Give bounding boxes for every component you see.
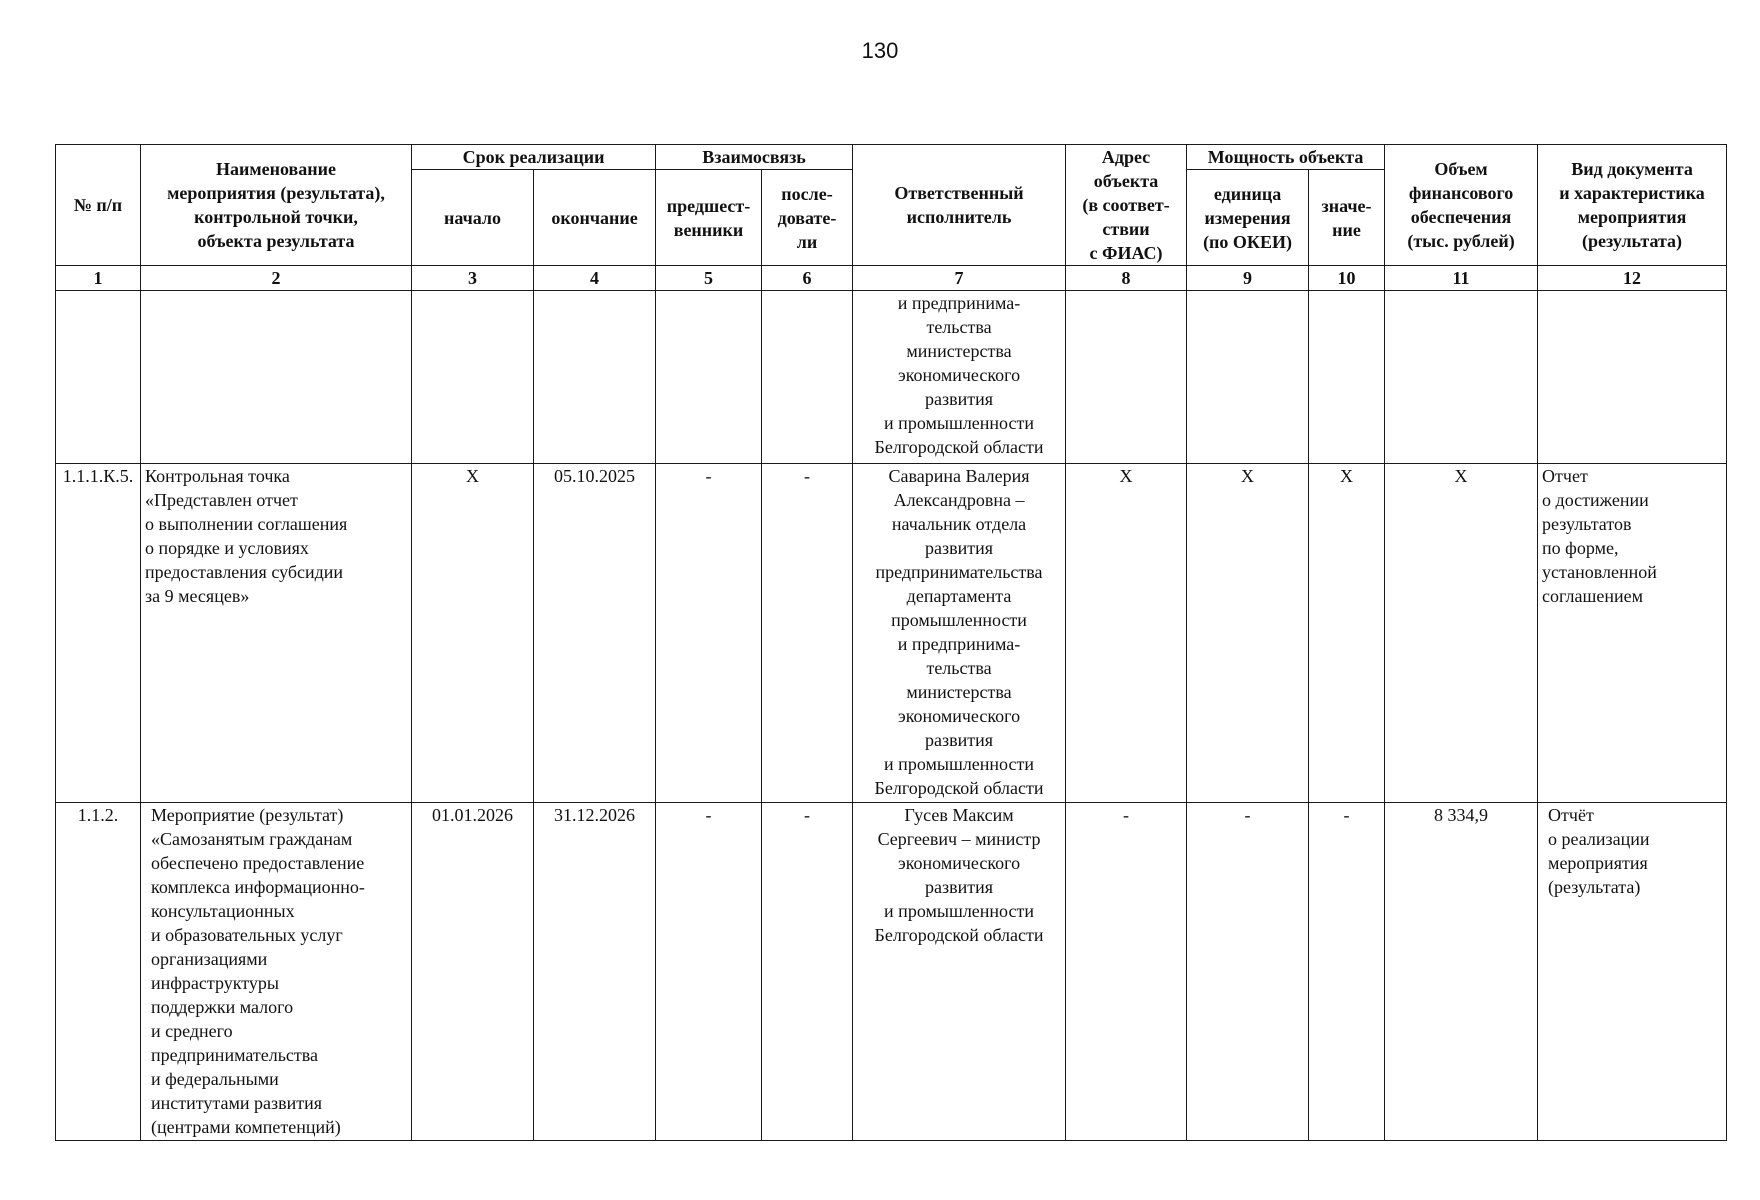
cell-no bbox=[56, 291, 141, 464]
header-unit: единица измерения (по ОКЕИ) bbox=[1187, 170, 1309, 266]
cell-predecessors: - bbox=[656, 464, 762, 803]
table-row-control-point bbox=[56, 464, 1727, 803]
cell-address bbox=[1066, 291, 1187, 464]
cell-finance bbox=[1385, 291, 1538, 464]
column-number: 9 bbox=[1187, 266, 1309, 291]
column-number: 3 bbox=[412, 266, 534, 291]
column-number: 2 bbox=[141, 266, 412, 291]
column-number: 10 bbox=[1309, 266, 1385, 291]
header-responsible: Ответственный исполнитель bbox=[853, 145, 1066, 266]
cell-start: 01.01.2026 bbox=[412, 803, 534, 1141]
cell-no: 1.1.2. bbox=[56, 803, 141, 1141]
table-header bbox=[56, 145, 1727, 291]
cell-value: X bbox=[1309, 464, 1385, 803]
cell-predecessors bbox=[656, 291, 762, 464]
cell-start: X bbox=[412, 464, 534, 803]
header-predecessors: предшест- венники bbox=[656, 170, 762, 266]
cell-finance: 8 334,9 bbox=[1385, 803, 1538, 1141]
cell-responsible: Саварина Валерия Александровна – начальник отдела развития предпринимательства департамента промышленности и предпринима- тельства министерства экономического развития и промышленности Белгородской области bbox=[853, 464, 1066, 803]
column-number: 5 bbox=[656, 266, 762, 291]
cell-successors bbox=[762, 291, 853, 464]
column-number-row bbox=[56, 266, 1727, 291]
cell-end bbox=[534, 291, 656, 464]
cell-unit: X bbox=[1187, 464, 1309, 803]
cell-unit: - bbox=[1187, 803, 1309, 1141]
header-no: № п/п bbox=[56, 145, 141, 266]
cell-unit bbox=[1187, 291, 1309, 464]
cell-address: - bbox=[1066, 803, 1187, 1141]
cell-name: Контрольная точка «Представлен отчет о выполнении соглашения о порядке и условиях предоставления субсидии за 9 месяцев» bbox=[141, 464, 412, 803]
header-value: значе- ние bbox=[1309, 170, 1385, 266]
column-number: 11 bbox=[1385, 266, 1538, 291]
column-number: 12 bbox=[1538, 266, 1727, 291]
cell-successors: - bbox=[762, 464, 853, 803]
cell-document: Отчет о достижении результатов по форме, установленной соглашением bbox=[1538, 464, 1727, 803]
header-end: окончание bbox=[534, 170, 656, 266]
page-number: 130 bbox=[861, 38, 899, 63]
cell-name: Мероприятие (результат) «Самозанятым гражданам обеспечено предоставление комплекса информационно- консультационных и образовательных услуг организациями инфраструктуры поддержки малого и среднего предпринимательства и федеральными институтами развития (центрами компетенций) bbox=[141, 803, 412, 1141]
header-finance: Объем финансового обеспечения (тыс. рублей) bbox=[1385, 145, 1538, 266]
cell-value bbox=[1309, 291, 1385, 464]
table-row-measure bbox=[56, 803, 1727, 1141]
table-row-continuation bbox=[56, 291, 1727, 464]
cell-predecessors: - bbox=[656, 803, 762, 1141]
cell-responsible: Гусев Максим Сергеевич – министр экономического развития и промышленности Белгородской области bbox=[853, 803, 1066, 1141]
cell-end: 31.12.2026 bbox=[534, 803, 656, 1141]
header-document: Вид документа и характеристика мероприятия (результата) bbox=[1538, 145, 1727, 266]
header-capacity: Мощность объекта bbox=[1187, 145, 1385, 170]
cell-document bbox=[1538, 291, 1727, 464]
cell-address: X bbox=[1066, 464, 1187, 803]
cell-name bbox=[141, 291, 412, 464]
column-number: 1 bbox=[56, 266, 141, 291]
cell-responsible: и предпринима- тельства министерства экономического развития и промышленности Белгородской области bbox=[853, 291, 1066, 464]
header-relation: Взаимосвязь bbox=[656, 145, 853, 170]
header-period: Срок реализации bbox=[412, 145, 656, 170]
column-number: 7 bbox=[853, 266, 1066, 291]
header-address: Адрес объекта (в соответ- ствии с ФИАС) bbox=[1066, 145, 1187, 266]
cell-document: Отчёт о реализации мероприятия (результата) bbox=[1538, 803, 1727, 1141]
column-number: 4 bbox=[534, 266, 656, 291]
cell-successors: - bbox=[762, 803, 853, 1141]
header-start: начало bbox=[412, 170, 534, 266]
header-successors: после- довате- ли bbox=[762, 170, 853, 266]
table-body bbox=[56, 291, 1727, 1141]
column-number: 6 bbox=[762, 266, 853, 291]
cell-value: - bbox=[1309, 803, 1385, 1141]
column-number: 8 bbox=[1066, 266, 1187, 291]
cell-start bbox=[412, 291, 534, 464]
plan-table bbox=[55, 144, 1727, 1141]
header-name: Наименование мероприятия (результата), контрольной точки, объекта результата bbox=[141, 145, 412, 266]
cell-finance: X bbox=[1385, 464, 1538, 803]
cell-end: 05.10.2025 bbox=[534, 464, 656, 803]
cell-no: 1.1.1.К.5. bbox=[56, 464, 141, 803]
